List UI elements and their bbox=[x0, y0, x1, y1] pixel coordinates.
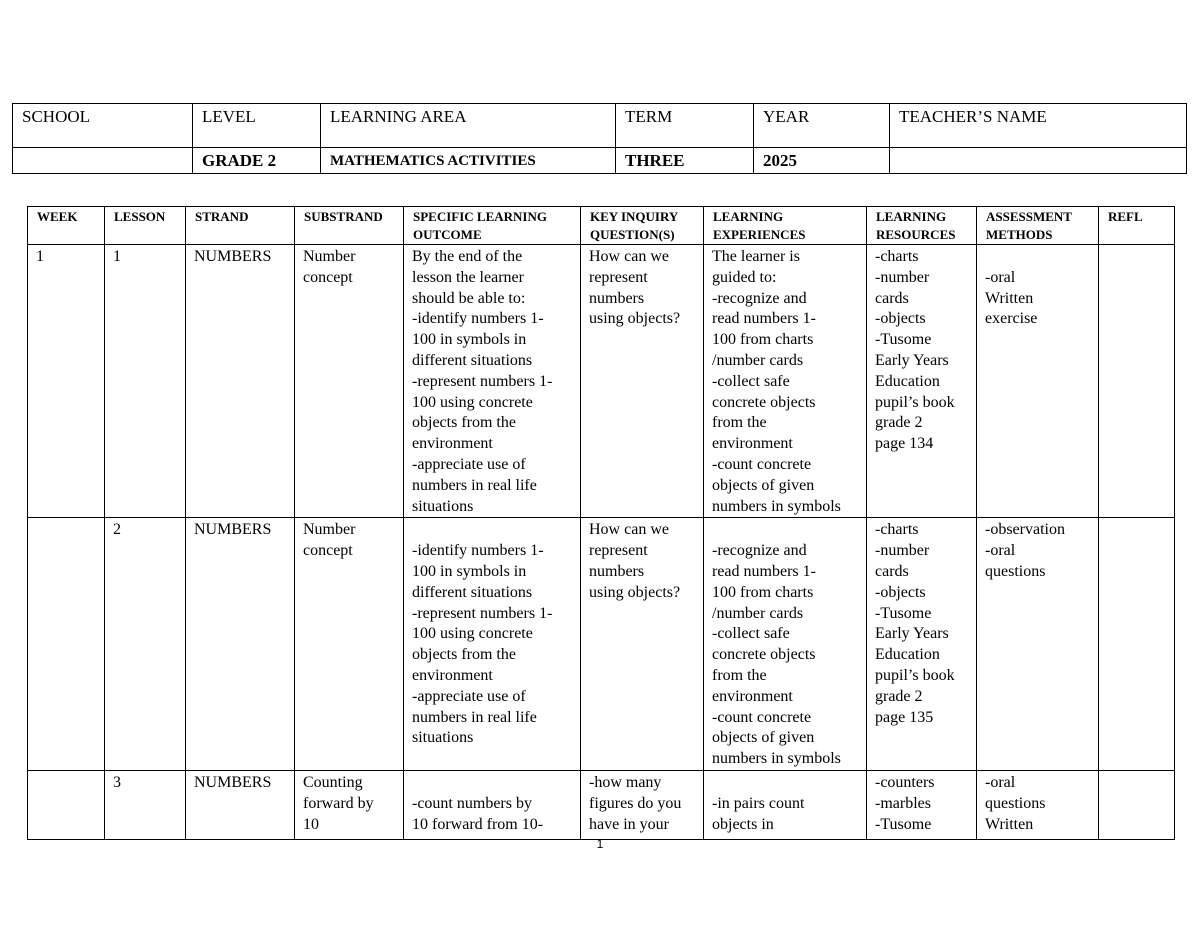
col-assessment-methods: ASSESSMENT METHODS bbox=[977, 207, 1099, 245]
value-teacher-name bbox=[890, 148, 1187, 174]
cell-question: How can we represent numbers using objects? bbox=[581, 245, 704, 518]
cell-question bbox=[581, 770, 704, 839]
cell-text: -in pairs count objects in bbox=[712, 794, 805, 833]
col-reflection: REFL bbox=[1099, 207, 1175, 245]
cell-outcome: By the end of the lesson the learner should be able to: -identify numbers 1- 100 in symbols in different situations -represent numbers 1- 100 using concrete objects from the environment -appreciate use of numbers in real life situations bbox=[404, 245, 581, 518]
cell-experiences: -recognize and read numbers 1- 100 from charts /number cards -collect safe concrete objects from the environment -count concrete objects of given numbers in symbols bbox=[704, 518, 867, 771]
col-key-inquiry-questions: KEY INQUIRY QUESTION(S) bbox=[581, 207, 704, 245]
cell-question: How can we represent numbers using objects? bbox=[581, 518, 704, 771]
label-school: SCHOOL bbox=[13, 104, 193, 148]
col-strand: STRAND bbox=[186, 207, 295, 245]
cell-assessment: -oral Written exercise bbox=[977, 245, 1099, 518]
cell-text: -count numbers by 10 forward from 10- bbox=[412, 794, 544, 833]
col-learning-resources: LEARNING RESOURCES bbox=[867, 207, 977, 245]
cell-resources: -charts -number cards -objects -Tusome Early Years Education pupil’s book grade 2 page 134 bbox=[867, 245, 977, 518]
header-table bbox=[12, 103, 1187, 174]
cell-text: -how many figures do you have in your bbox=[589, 773, 682, 833]
page-number: 1 bbox=[596, 837, 604, 851]
cell-substrand bbox=[295, 770, 404, 839]
cell-strand: NUMBERS bbox=[186, 518, 295, 771]
cell-text: 3 bbox=[113, 773, 121, 791]
header-value-row bbox=[13, 148, 1187, 174]
cell-week: 1 bbox=[28, 245, 105, 518]
value-school bbox=[13, 148, 193, 174]
cell-assessment: -observation -oral questions bbox=[977, 518, 1099, 771]
cell-substrand: Number concept bbox=[295, 518, 404, 771]
value-learning-area: MATHEMATICS ACTIVITIES bbox=[321, 148, 616, 174]
cell-lesson: 2 bbox=[105, 518, 186, 771]
cell-week bbox=[28, 518, 105, 771]
col-learning-experiences: LEARNING EXPERIENCES bbox=[704, 207, 867, 245]
cell-experiences bbox=[704, 770, 867, 839]
cell-text: NUMBERS bbox=[194, 773, 272, 791]
cell-substrand: Number concept bbox=[295, 245, 404, 518]
cell-strand bbox=[186, 770, 295, 839]
col-specific-learning-outcome: SPECIFIC LEARNING OUTCOME bbox=[404, 207, 581, 245]
cell-text: Counting forward by 10 bbox=[303, 773, 374, 833]
cell-strand: NUMBERS bbox=[186, 245, 295, 518]
col-lesson: LESSON bbox=[105, 207, 186, 245]
label-learning-area: LEARNING AREA bbox=[321, 104, 616, 148]
cell-resources: -charts -number cards -objects -Tusome Early Years Education pupil’s book grade 2 page 135 bbox=[867, 518, 977, 771]
label-year: YEAR bbox=[754, 104, 890, 148]
cell-text bbox=[1107, 773, 1173, 839]
cell-lesson: 1 bbox=[105, 245, 186, 518]
scheme-of-work-table bbox=[27, 206, 1175, 840]
column-header-row bbox=[28, 207, 1175, 245]
cell-reflection bbox=[1099, 245, 1175, 518]
cell-experiences: The learner is guided to: -recognize and read numbers 1- 100 from charts /number cards -collect safe concrete objects from the environment -count concrete objects of given numbers in symbols bbox=[704, 245, 867, 518]
cell-resources bbox=[867, 770, 977, 839]
value-year: 2025 bbox=[754, 148, 890, 174]
cell-text bbox=[36, 773, 103, 839]
table-row bbox=[28, 245, 1175, 518]
cell-text: -oral questions Written bbox=[985, 773, 1046, 833]
cell-reflection bbox=[1099, 770, 1175, 839]
cell-outcome bbox=[404, 770, 581, 839]
label-term: TERM bbox=[616, 104, 754, 148]
value-level: GRADE 2 bbox=[193, 148, 321, 174]
header-label-row bbox=[13, 104, 1187, 148]
col-week: WEEK bbox=[28, 207, 105, 245]
col-substrand: SUBSTRAND bbox=[295, 207, 404, 245]
cell-week bbox=[28, 770, 105, 839]
cell-reflection bbox=[1099, 518, 1175, 771]
label-level: LEVEL bbox=[193, 104, 321, 148]
cell-text: -counters -marbles -Tusome bbox=[875, 773, 935, 833]
cell-lesson bbox=[105, 770, 186, 839]
cell-outcome: -identify numbers 1- 100 in symbols in different situations -represent numbers 1- 100 using concrete objects from the environment -appreciate use of numbers in real life situations bbox=[404, 518, 581, 771]
label-teacher-name: TEACHER’S NAME bbox=[890, 104, 1187, 148]
table-row bbox=[28, 770, 1175, 839]
value-term: THREE bbox=[616, 148, 754, 174]
table-row bbox=[28, 518, 1175, 771]
cell-assessment bbox=[977, 770, 1099, 839]
